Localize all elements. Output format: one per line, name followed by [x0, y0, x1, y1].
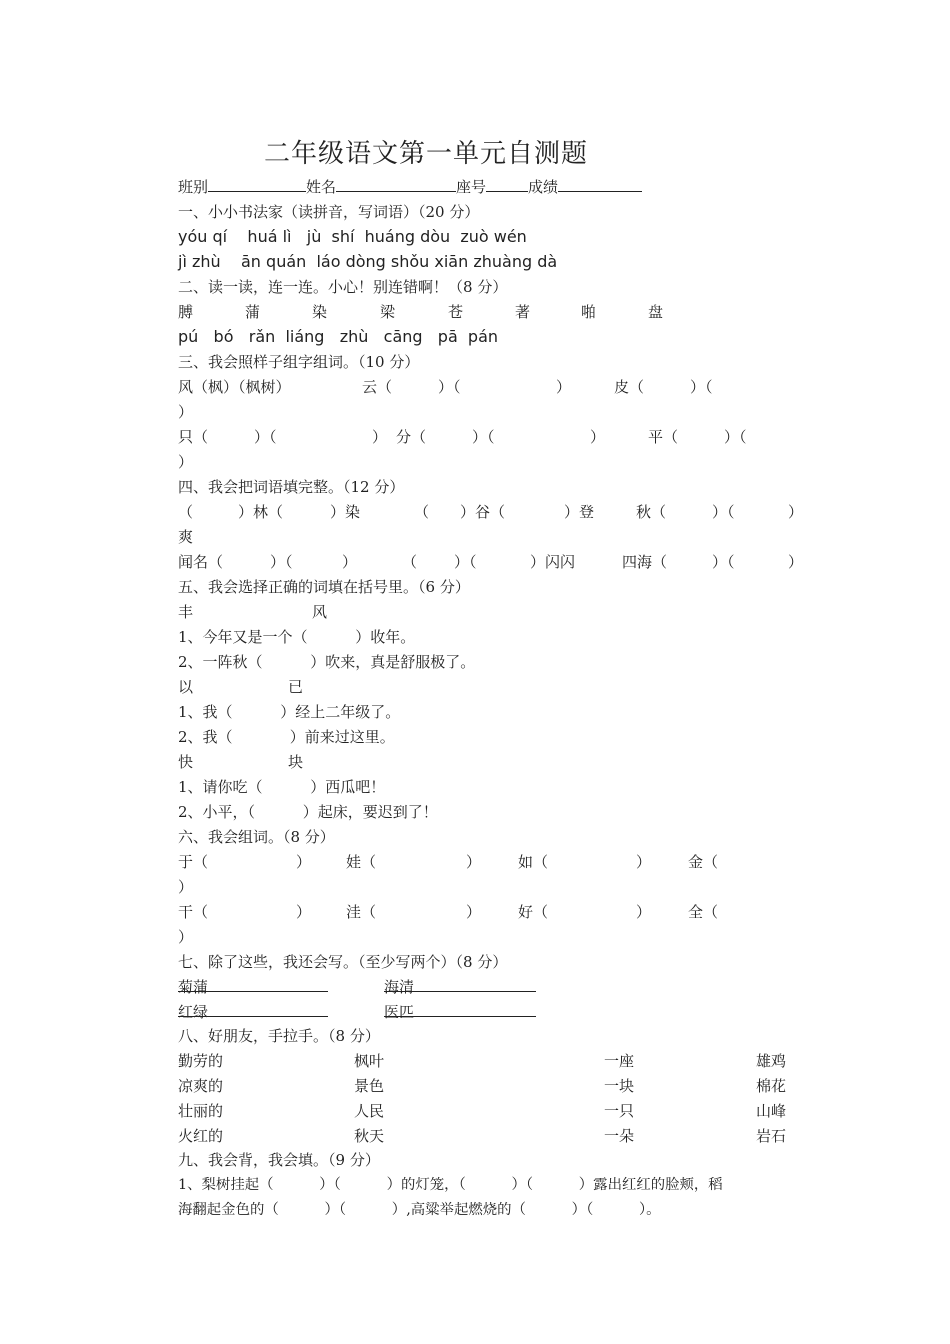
- fill-text: ）: [296, 853, 312, 871]
- fill-text: ）: [296, 903, 312, 921]
- sentence: 2、我（ ）前来过这里。: [178, 728, 395, 746]
- fill-text: ）（: [254, 428, 277, 446]
- char-item[interactable]: 染: [312, 303, 328, 321]
- char-item[interactable]: 膊: [178, 303, 194, 321]
- char-item[interactable]: 苍: [448, 303, 464, 321]
- char-item[interactable]: 蒲: [245, 303, 261, 321]
- word-prompt-text: 菊蒲: [178, 978, 209, 996]
- sentence: 1、今年又是一个（ ）收年。: [178, 628, 416, 646]
- match-item[interactable]: 景色: [354, 1077, 385, 1095]
- fill-text: 只（: [178, 428, 209, 446]
- student-info-line: [178, 176, 642, 198]
- sentence: 2、小平，（ ）起床，要迟到了！: [178, 803, 438, 821]
- match-item[interactable]: 一块: [604, 1077, 635, 1095]
- match-row: [178, 1050, 818, 1072]
- fill-text: 平（: [648, 428, 679, 446]
- fill-text: ）林（: [238, 503, 284, 521]
- section-9-heading: 九、我会背，我会填。（9 分）: [178, 1151, 380, 1169]
- bracket-close: ）: [178, 403, 194, 421]
- fill-text: ）: [788, 553, 804, 571]
- group-words-row-2: [178, 901, 818, 923]
- bracket-close: ）: [178, 878, 194, 896]
- choice-word: 块: [288, 753, 304, 771]
- fill-text: 四海（: [622, 553, 668, 571]
- choice-word: 已: [288, 678, 304, 696]
- match-item[interactable]: 雄鸡: [756, 1052, 787, 1070]
- section-7-heading: 七、除了这些，我还会写。（至少写两个）（8 分）: [178, 953, 508, 971]
- word-choice-pair: [178, 751, 818, 773]
- fill-text: 分（: [396, 428, 427, 446]
- choice-word: 快: [178, 753, 194, 771]
- word-write-row-1: [178, 976, 818, 998]
- word-prompt-text: 红绿: [178, 1003, 209, 1021]
- fill-text: 云（: [362, 378, 393, 396]
- match-item[interactable]: 一朵: [604, 1127, 635, 1145]
- word-choice-pair: [178, 676, 818, 698]
- score-blank[interactable]: [558, 176, 642, 192]
- section-5-heading: 五、我会选择正确的词填在括号里。（6 分）: [178, 578, 470, 596]
- fill-text: 秋（: [636, 503, 667, 521]
- fill-text: ）: [466, 853, 482, 871]
- fill-text: 闻名（: [178, 553, 224, 571]
- match-item[interactable]: 壮丽的: [178, 1102, 224, 1120]
- section-2-heading: 二、读一读，连一连。小心！别连错啊！（8 分）: [178, 278, 508, 296]
- sentence: 1、请你吃（ ）西瓜吧！: [178, 778, 386, 796]
- idiom-row-1: [178, 501, 818, 523]
- fill-text: 娃（: [346, 853, 377, 871]
- fill-text: （: [402, 553, 418, 571]
- fill-text: ）（: [270, 553, 293, 571]
- pinyin-options: pú bó rǎn liáng zhù cāng pā pán: [178, 327, 499, 346]
- fill-text: ）（: [712, 553, 735, 571]
- char-item[interactable]: 盘: [648, 303, 664, 321]
- answer-blank[interactable]: [178, 976, 328, 992]
- pinyin-line-1: yóu qí huá lì jù shí huáng dòu zuò wén: [178, 227, 527, 246]
- match-item[interactable]: 凉爽的: [178, 1077, 224, 1095]
- fill-text: ）（: [472, 428, 495, 446]
- seat-blank[interactable]: [486, 176, 528, 192]
- fill-text: ）: [788, 503, 804, 521]
- answer-blank[interactable]: [384, 1001, 536, 1017]
- recitation-line-1: 1、梨树挂起（ ）（ ）的灯笼，（ ）（ ）露出红红的脸颊，稻: [178, 1177, 723, 1193]
- match-row: [178, 1125, 818, 1147]
- choice-word: 风: [312, 603, 328, 621]
- word-prompt-text: 医匹: [384, 1003, 415, 1021]
- choice-word: 以: [178, 678, 194, 696]
- word-group-row-2: [178, 426, 818, 448]
- example-text: 风（枫）（枫树）: [178, 378, 291, 396]
- pinyin-line-2: jì zhù ān quán láo dòng shǒu xiān zhuàng dà: [178, 252, 558, 271]
- fill-text: ）（: [724, 428, 747, 446]
- section-8-heading: 八、好朋友，手拉手。（8 分）: [178, 1027, 380, 1045]
- answer-blank[interactable]: [384, 976, 536, 992]
- fill-text: ）: [636, 903, 652, 921]
- fill-text: ）: [556, 378, 572, 396]
- fill-text: ）染: [330, 503, 361, 521]
- fill-text: ）（: [438, 378, 461, 396]
- section-6-heading: 六、我会组词。（8 分）: [178, 828, 335, 846]
- fill-text: （: [178, 503, 194, 521]
- match-item[interactable]: 棉花: [756, 1077, 787, 1095]
- match-item[interactable]: 一只: [604, 1102, 635, 1120]
- word-choice-pair: [178, 601, 818, 623]
- fill-text: ）登: [564, 503, 595, 521]
- match-item[interactable]: 秋天: [354, 1127, 385, 1145]
- fill-text: ）: [466, 903, 482, 921]
- section-1-heading: 一、小小书法家（读拼音，写词语）（20 分）: [178, 203, 480, 221]
- sentence: 2、一阵秋（ ）吹来，真是舒服极了。: [178, 653, 476, 671]
- fill-text: ）（: [712, 503, 735, 521]
- page-title: 二年级语文第一单元自测题: [264, 139, 589, 169]
- fill-text: 于（: [178, 853, 209, 871]
- match-item[interactable]: 枫叶: [354, 1052, 385, 1070]
- answer-blank[interactable]: [178, 1001, 328, 1017]
- choice-word: 丰: [178, 603, 194, 621]
- match-item[interactable]: 岩石: [756, 1127, 787, 1145]
- word-group-row-1: [178, 376, 818, 398]
- fill-text: ）: [636, 853, 652, 871]
- word-write-row-2: [178, 1001, 818, 1023]
- fill-text: 干（: [178, 903, 209, 921]
- fill-text: ）: [590, 428, 606, 446]
- fill-text: ）闪闪: [530, 553, 576, 571]
- word-prompt-text: 海清: [384, 978, 415, 996]
- fill-text: 洼（: [346, 903, 377, 921]
- sentence: 1、我（ ）经上二年级了。: [178, 703, 401, 721]
- match-item[interactable]: 勤劳的: [178, 1052, 224, 1070]
- fill-text: 如（: [518, 853, 549, 871]
- section-4-heading: 四、我会把词语填完整。（12 分）: [178, 478, 405, 496]
- match-row: [178, 1075, 818, 1097]
- fill-text: 好（: [518, 903, 549, 921]
- match-item[interactable]: 人民: [354, 1102, 385, 1120]
- match-item[interactable]: 一座: [604, 1052, 635, 1070]
- char-item[interactable]: 啪: [581, 303, 597, 321]
- fill-text: ）（: [690, 378, 713, 396]
- seat-label: 座号: [456, 178, 487, 196]
- name-blank[interactable]: [336, 176, 456, 192]
- fill-text: ）: [372, 428, 388, 446]
- score-label: 成绩: [528, 178, 559, 196]
- class-label: 班别: [178, 178, 209, 196]
- fill-text: ）谷（: [460, 503, 506, 521]
- char-item[interactable]: 著: [515, 303, 531, 321]
- name-label: 姓名: [306, 178, 337, 196]
- fill-text: 金（: [688, 853, 719, 871]
- fill-text: ）: [342, 553, 358, 571]
- section-3-heading: 三、我会照样子组字组词。（10 分）: [178, 353, 420, 371]
- idiom-row-2: [178, 551, 818, 573]
- match-row: [178, 1100, 818, 1122]
- match-item[interactable]: 山峰: [756, 1102, 787, 1120]
- recitation-line-2: 海翻起金色的（ ）（ ）,高粱举起燃烧的（ ）（ ）。: [178, 1202, 661, 1218]
- bracket-close: ）: [178, 928, 194, 946]
- char-item[interactable]: 梁: [380, 303, 396, 321]
- class-blank[interactable]: [208, 176, 306, 192]
- char-row: [178, 301, 818, 323]
- bracket-close: ）: [178, 453, 194, 471]
- fill-text: （: [414, 503, 430, 521]
- fill-text: ）（: [454, 553, 477, 571]
- match-item[interactable]: 火红的: [178, 1127, 224, 1145]
- group-words-row-1: [178, 851, 818, 873]
- idiom-continuation: 爽: [178, 528, 194, 546]
- fill-text: 全（: [688, 903, 719, 921]
- fill-text: 皮（: [614, 378, 645, 396]
